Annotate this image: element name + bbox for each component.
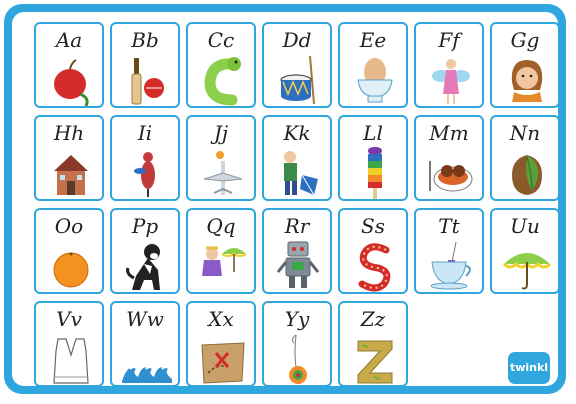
nut-icon bbox=[502, 147, 552, 199]
card-j bbox=[186, 115, 256, 201]
orange-icon bbox=[46, 240, 96, 292]
egg-icon bbox=[350, 54, 400, 106]
card-q-letters: Qq bbox=[206, 214, 236, 238]
meatballs-icon bbox=[426, 147, 476, 199]
card-q bbox=[186, 208, 256, 294]
card-c-letters: Cc bbox=[207, 28, 235, 52]
card-n bbox=[490, 115, 560, 201]
queen-umbrella-icon bbox=[198, 240, 248, 292]
card-e-letters: Ee bbox=[359, 28, 387, 52]
zigzag-z-icon bbox=[350, 333, 400, 385]
card-x-letters: Xx bbox=[208, 307, 234, 331]
card-r-letters: Rr bbox=[284, 214, 310, 238]
card-w bbox=[110, 301, 180, 387]
card-h bbox=[34, 115, 104, 201]
card-t bbox=[414, 208, 484, 294]
card-v bbox=[34, 301, 104, 387]
card-s bbox=[338, 208, 408, 294]
robot-icon bbox=[274, 240, 324, 292]
card-i bbox=[110, 115, 180, 201]
yoyo-icon bbox=[274, 333, 324, 385]
card-z-letters: Zz bbox=[360, 307, 386, 331]
jet-icon bbox=[198, 147, 248, 199]
card-a bbox=[34, 22, 104, 108]
card-v-letters: Vv bbox=[56, 307, 82, 331]
alphabet-mat bbox=[4, 4, 566, 394]
card-k bbox=[262, 115, 332, 201]
puppy-icon bbox=[122, 240, 172, 292]
card-h-letters: Hh bbox=[53, 121, 85, 145]
card-m bbox=[414, 115, 484, 201]
card-l bbox=[338, 115, 408, 201]
twinkl-logo: twinkl bbox=[508, 352, 550, 384]
drum-icon bbox=[274, 54, 324, 106]
card-d bbox=[262, 22, 332, 108]
card-g bbox=[490, 22, 560, 108]
card-o-letters: Oo bbox=[54, 214, 84, 238]
umbrella-icon bbox=[502, 240, 552, 292]
vest-icon bbox=[46, 333, 96, 385]
card-z bbox=[338, 301, 408, 387]
card-i-letters: Ii bbox=[137, 121, 153, 145]
card-n-letters: Nn bbox=[509, 121, 541, 145]
card-t-letters: Tt bbox=[438, 214, 460, 238]
card-b bbox=[110, 22, 180, 108]
apple-icon bbox=[46, 54, 96, 106]
card-a-letters: Aa bbox=[55, 28, 83, 52]
card-b-letters: Bb bbox=[131, 28, 159, 52]
snake-icon bbox=[350, 240, 400, 292]
waves-icon bbox=[122, 333, 172, 385]
card-s-letters: Ss bbox=[361, 214, 385, 238]
lolly-icon bbox=[350, 147, 400, 199]
card-f bbox=[414, 22, 484, 108]
card-x bbox=[186, 301, 256, 387]
card-y bbox=[262, 301, 332, 387]
card-g-letters: Gg bbox=[510, 28, 540, 52]
teacup-icon bbox=[426, 240, 476, 292]
girl-icon bbox=[502, 54, 552, 106]
mat-inner bbox=[12, 12, 558, 386]
card-w-letters: Ww bbox=[126, 307, 164, 331]
card-j-letters: Jj bbox=[213, 121, 229, 145]
card-p bbox=[110, 208, 180, 294]
caterpillar-icon bbox=[198, 54, 248, 106]
insect-icon bbox=[122, 147, 172, 199]
fairy-icon bbox=[426, 54, 476, 106]
card-d-letters: Dd bbox=[282, 28, 312, 52]
card-r bbox=[262, 208, 332, 294]
card-o bbox=[34, 208, 104, 294]
card-p-letters: Pp bbox=[131, 214, 159, 238]
card-u-letters: Uu bbox=[510, 214, 540, 238]
card-y-letters: Yy bbox=[284, 307, 310, 331]
card-f-letters: Ff bbox=[438, 28, 460, 52]
card-u bbox=[490, 208, 560, 294]
card-l-letters: Ll bbox=[363, 121, 383, 145]
bat-and-ball-icon bbox=[122, 54, 172, 106]
house-icon bbox=[46, 147, 96, 199]
treasure-map-icon bbox=[198, 333, 248, 385]
kite-boy-icon bbox=[274, 147, 324, 199]
card-k-letters: Kk bbox=[283, 121, 311, 145]
card-m-letters: Mm bbox=[429, 121, 469, 145]
card-e bbox=[338, 22, 408, 108]
card-c bbox=[186, 22, 256, 108]
